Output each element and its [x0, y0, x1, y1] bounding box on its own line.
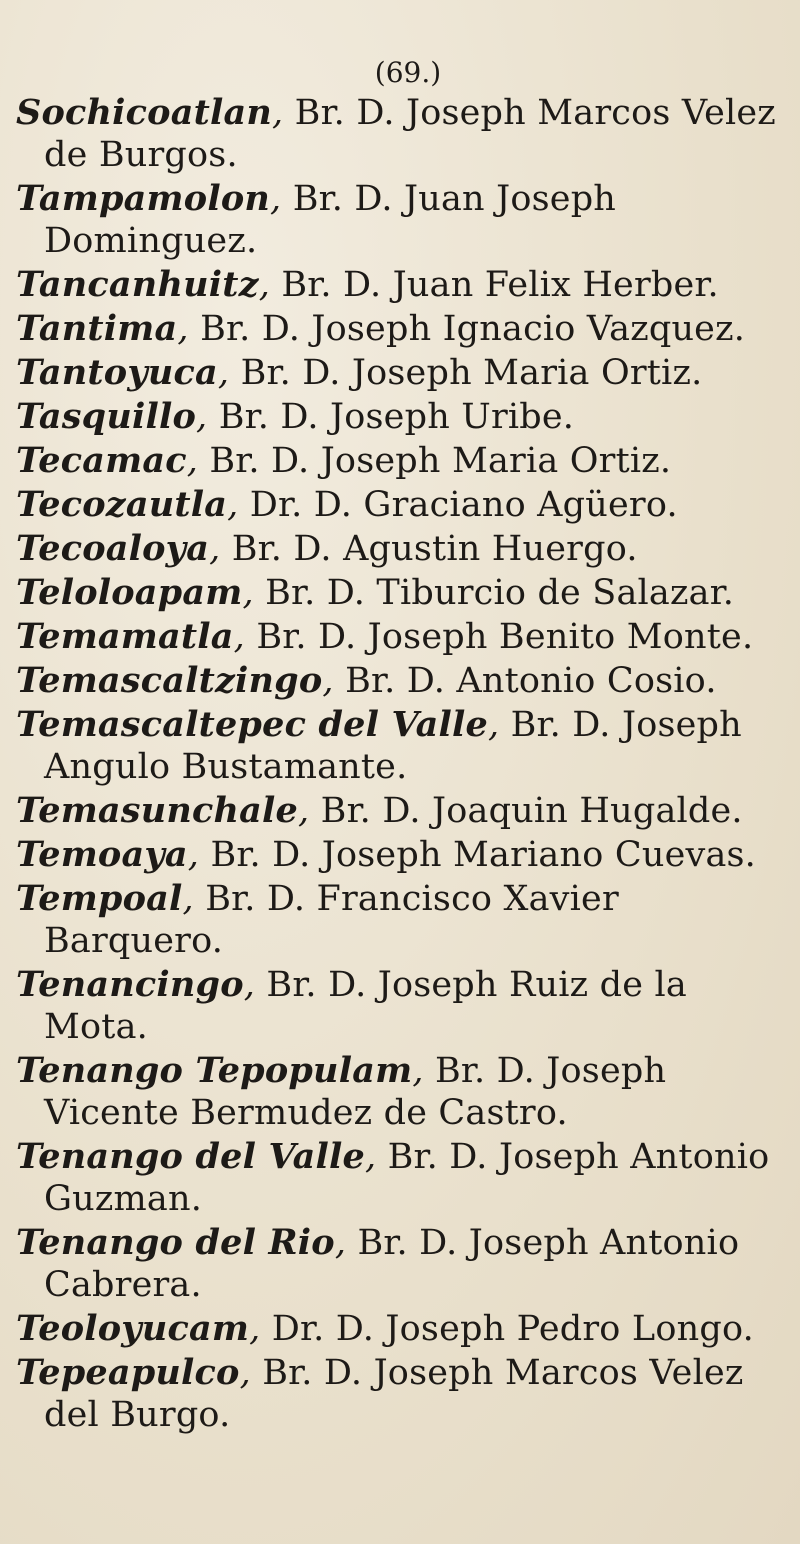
cleric-name: Br. D. Juan Felix Herber.	[281, 265, 719, 305]
place-name: Tecoaloya	[16, 528, 210, 569]
cleric-name: Br. D. Joseph Benito Monte.	[256, 617, 754, 657]
place-name: Tenango del Rio	[16, 1222, 335, 1263]
list-item: Tenancingo, Br. D. Joseph Ruiz de la Mota.	[16, 964, 687, 1047]
place-name: Sochicoatlan	[16, 92, 272, 133]
place-name: Tantoyuca	[16, 352, 218, 393]
cleric-name: Dr. D. Graciano Agüero.	[249, 485, 678, 525]
list-item: Temascaltepec del Valle, Br. D. Joseph Angulo Bustamante.	[16, 704, 742, 787]
list-item: Tantoyuca, Br. D. Joseph Maria Ortiz.	[16, 352, 703, 393]
cleric-name: Br. D. Agustin Huergo.	[231, 529, 638, 569]
place-name: Tasquillo	[16, 396, 197, 437]
place-name: Tempoal	[16, 878, 183, 919]
list-item: Tenango Tepopulam, Br. D. Joseph Vicente Bermudez de Castro.	[16, 1050, 667, 1133]
list-item: Tepeapulco, Br. D. Joseph Marcos Velez del Burgo.	[16, 1352, 744, 1435]
place-name: Tantima	[16, 308, 178, 349]
list-item: Temamatla, Br. D. Joseph Benito Monte.	[16, 616, 754, 657]
place-name: Tampamolon	[16, 178, 271, 219]
place-name: Temascaltzingo	[16, 660, 323, 701]
cleric-name: Br. D. Joseph Maria Ortiz.	[209, 441, 672, 481]
list-item: Tantima, Br. D. Joseph Ignacio Vazquez.	[16, 308, 746, 349]
list-item: Temoaya, Br. D. Joseph Mariano Cuevas.	[16, 834, 757, 875]
list-item: Tancanhuitz, Br. D. Juan Felix Herber.	[16, 264, 719, 305]
place-name: Tenancingo	[16, 964, 244, 1005]
list-item: Teoloyucam, Dr. D. Joseph Pedro Longo.	[16, 1308, 754, 1349]
cleric-name: Br. D. Francisco Xavier Barquero.	[44, 879, 619, 961]
cleric-name: Br. D. Joseph Uribe.	[218, 397, 575, 437]
cleric-name: Br. D. Joseph Maria Ortiz.	[240, 353, 703, 393]
list-item: Tecamac, Br. D. Joseph Maria Ortiz.	[16, 440, 672, 481]
place-name: Teoloyucam	[16, 1308, 250, 1349]
cleric-name: Br. D. Joseph Antonio Cabrera.	[44, 1223, 740, 1305]
cleric-name: Br. D. Joseph Ignacio Vazquez.	[200, 309, 746, 349]
place-name: Tancanhuitz	[16, 264, 259, 305]
list-item: Tampamolon, Br. D. Juan Joseph Dominguez.	[16, 178, 617, 261]
parish-list	[16, 92, 778, 1436]
cleric-name: Br. D. Antonio Cosio.	[345, 661, 717, 701]
place-name: Temascaltepec del Valle	[16, 704, 488, 745]
place-name: Tenango Tepopulam	[16, 1050, 413, 1091]
cleric-name: Br. D. Juan Joseph Dominguez.	[44, 179, 617, 261]
list-item: Tempoal, Br. D. Francisco Xavier Barquero.	[16, 878, 619, 961]
list-item: Tenango del Rio, Br. D. Joseph Antonio Cabrera.	[16, 1222, 740, 1305]
cleric-name: Br. D. Joseph Marcos Velez del Burgo.	[44, 1353, 744, 1435]
list-item: Sochicoatlan, Br. D. Joseph Marcos Velez de Burgos.	[16, 92, 776, 175]
list-item: Tenango del Valle, Br. D. Joseph Antonio Guzman.	[16, 1136, 770, 1219]
list-item: Tasquillo, Br. D. Joseph Uribe.	[16, 396, 575, 437]
cleric-name: Br. D. Joseph Antonio Guzman.	[44, 1137, 770, 1219]
place-name: Tecozautla	[16, 484, 228, 525]
place-name: Tenango del Valle	[16, 1136, 365, 1177]
cleric-name: Br. D. Tiburcio de Salazar.	[265, 573, 735, 613]
cleric-name: Br. D. Joseph Marcos Velez de Burgos.	[44, 93, 776, 175]
list-item: Tecozautla, Dr. D. Graciano Agüero.	[16, 484, 678, 525]
place-name: Tecamac	[16, 440, 187, 481]
list-item: Temascaltzingo, Br. D. Antonio Cosio.	[16, 660, 717, 701]
cleric-name: Dr. D. Joseph Pedro Longo.	[271, 1309, 754, 1349]
place-name: Teloloapam	[16, 572, 243, 613]
place-name: Tepeapulco	[16, 1352, 240, 1393]
list-item: Teloloapam, Br. D. Tiburcio de Salazar.	[16, 572, 735, 613]
cleric-name: Br. D. Joaquin Hugalde.	[320, 791, 743, 831]
place-name: Temamatla	[16, 616, 234, 657]
cleric-name: Br. D. Joseph Ruiz de la Mota.	[44, 965, 687, 1047]
list-item: Temasunchale, Br. D. Joaquin Hugalde.	[16, 790, 743, 831]
cleric-name: Br. D. Joseph Vicente Bermudez de Castro.	[44, 1051, 667, 1133]
page-number: (69.)	[374, 56, 442, 89]
list-item: Tecoaloya, Br. D. Agustin Huergo.	[16, 528, 638, 569]
cleric-name: Br. D. Joseph Angulo Bustamante.	[44, 705, 742, 787]
place-name: Temoaya	[16, 834, 188, 875]
place-name: Temasunchale	[16, 790, 299, 831]
cleric-name: Br. D. Joseph Mariano Cuevas.	[210, 835, 757, 875]
